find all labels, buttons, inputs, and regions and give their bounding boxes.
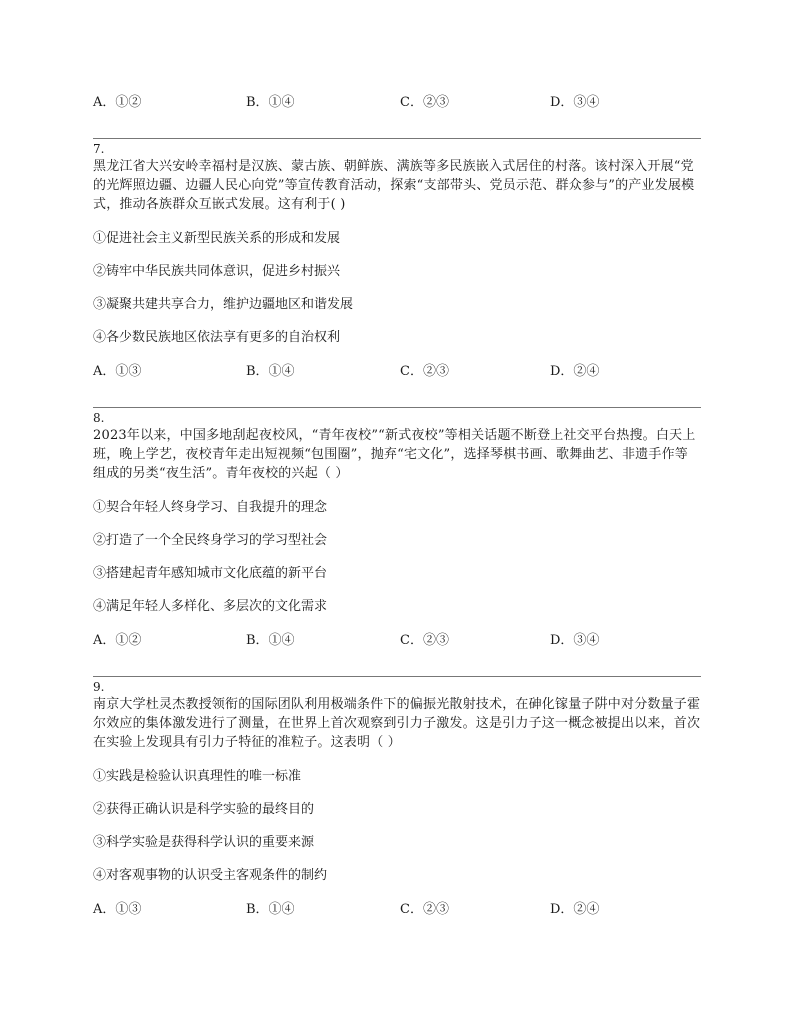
statement-1: ①实践是检验认识真理性的唯一标准 xyxy=(93,769,302,784)
question-stem: 南京大学杜灵杰教授领衔的国际团队利用极端条件下的偏振光散射技术，在砷化镓量子阱中对分数量子霍尔效应的集体激发进行了测量，在世界上首次观察到引力子激发。这是引力子这一概念被提出以来，首次在实验上发现具有引力子特征的准粒子。这表明（ ） xyxy=(93,697,701,750)
q6-option-d[interactable]: D．③④ xyxy=(550,95,600,110)
question-number: 7. xyxy=(93,142,105,156)
q9-option-c[interactable]: C．②③ xyxy=(400,902,449,917)
question-number: 8. xyxy=(93,411,105,425)
q8-option-a[interactable]: A．①② xyxy=(93,633,142,648)
statement-2: ②获得正确认识是科学实验的最终目的 xyxy=(93,802,315,817)
q8-option-b[interactable]: B．①④ xyxy=(246,633,295,648)
statement-3: ③科学实验是获得科学认识的重要来源 xyxy=(93,835,315,850)
statement-1: ①契合年轻人终身学习、自我提升的理念 xyxy=(93,500,328,515)
statement-2: ②铸牢中华民族共同体意识，促进乡村振兴 xyxy=(93,264,341,279)
q8-option-d[interactable]: D．③④ xyxy=(550,633,600,648)
statement-3: ③凝聚共建共享合力，维护边疆地区和谐发展 xyxy=(93,297,354,312)
q6-option-a[interactable]: A．①② xyxy=(93,95,142,110)
statement-3: ③搭建起青年感知城市文化底蕴的新平台 xyxy=(93,566,328,581)
statement-1: ①促进社会主义新型民族关系的形成和发展 xyxy=(93,231,341,246)
q7-option-a[interactable]: A．①③ xyxy=(93,364,142,379)
question-number: 9. xyxy=(93,680,105,694)
q7-option-c[interactable]: C．②③ xyxy=(400,364,449,379)
question-divider xyxy=(93,138,701,139)
question-divider xyxy=(93,407,701,408)
q9-option-b[interactable]: B．①④ xyxy=(246,902,295,917)
q8-option-c[interactable]: C．②③ xyxy=(400,633,449,648)
statement-2: ②打造了一个全民终身学习的学习型社会 xyxy=(93,533,328,548)
question-stem: 2023年以来，中国多地刮起夜校风，“青年夜校”“新式夜校”等相关话题不断登上社交平台热搜。白天上班，晚上学艺，夜校青年走出短视频“包围圈”，抛弃“宅文化”，选择琴棋书画、歌舞曲艺、非遗手作等组成的另类“夜生活”。青年夜校的兴起（ ） xyxy=(93,428,696,481)
q9-option-d[interactable]: D．②④ xyxy=(550,902,600,917)
q6-option-c[interactable]: C．②③ xyxy=(400,95,449,110)
q9-options xyxy=(93,901,701,919)
statement-4: ④各少数民族地区依法享有更多的自治权利 xyxy=(93,330,341,345)
q8-options xyxy=(93,632,701,650)
q7-options xyxy=(93,363,701,381)
q6-option-b[interactable]: B．①④ xyxy=(246,95,295,110)
statement-4: ④对客观事物的认识受主客观条件的制约 xyxy=(93,868,328,883)
question-stem: 黑龙江省大兴安岭幸福村是汉族、蒙古族、朝鲜族、满族等多民族嵌入式居住的村落。该村深入开展“党的光辉照边疆、边疆人民心向党”等宣传教育活动，探索“支部带头、党员示范、群众参与”的产业发展模式，推动各族群众互嵌式发展。这有利于( ) xyxy=(93,159,695,212)
q9-option-a[interactable]: A．①③ xyxy=(93,902,142,917)
q7-option-b[interactable]: B．①④ xyxy=(246,364,295,379)
q7-option-d[interactable]: D．②④ xyxy=(550,364,600,379)
question-divider xyxy=(93,676,701,677)
q6-options xyxy=(93,94,701,112)
statement-4: ④满足年轻人多样化、多层次的文化需求 xyxy=(93,599,328,614)
